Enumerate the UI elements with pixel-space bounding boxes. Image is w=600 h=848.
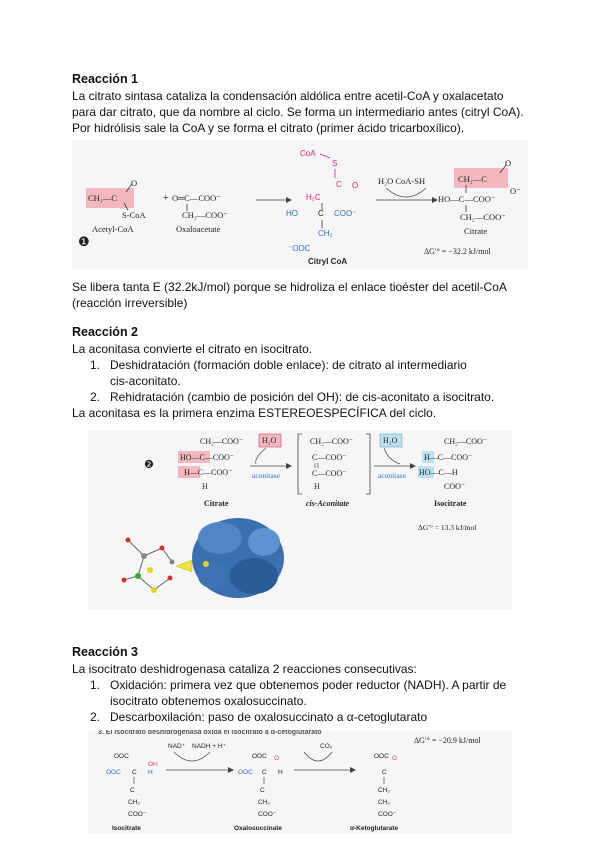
- akg-ooc: OOC: [374, 753, 389, 760]
- citrate-mid: HO—C—COO⁻: [438, 194, 496, 204]
- cis-m4: H: [314, 482, 320, 491]
- arrow-2-curve: [304, 752, 332, 761]
- citryl-ooc: ⁻OOC: [288, 244, 311, 253]
- oxs-ooc: OOC: [252, 753, 267, 760]
- item-number: 1.: [90, 358, 101, 372]
- item-text: Descarboxilación: paso de oxalosuccinato a α-cetoglutarato: [110, 710, 428, 724]
- cit-l2: HO—C—COO⁻: [180, 453, 235, 462]
- acetyl-top: CH₃—C: [88, 193, 117, 203]
- iso-label: Isocitrate: [434, 499, 467, 508]
- cit-l1: CH₂—COO⁻: [200, 437, 244, 446]
- reaction-3-heading: Reacción 3: [72, 645, 139, 659]
- aconitase-protein-model: [192, 518, 284, 598]
- item-number: 1.: [90, 678, 101, 692]
- item-text-continued: cis-aconitato.: [110, 374, 181, 389]
- cis-m2: C—COO⁻: [312, 453, 347, 462]
- cit-l3: H—C—COO⁻: [184, 468, 233, 477]
- acetyl-o: O: [131, 178, 138, 188]
- akg-c: C: [382, 769, 387, 776]
- citryl-o: O: [352, 181, 359, 190]
- reaction-3-figure: [88, 730, 512, 834]
- iso-r1: CH₂—COO⁻: [444, 437, 488, 446]
- reaction-3-dg: ΔG′° = −20.9 kJ/mol: [414, 736, 481, 745]
- reaction-3-item-1: [90, 677, 520, 709]
- iso-r3: HO—C—H: [419, 468, 458, 477]
- cit-l4: H: [202, 482, 208, 491]
- iso-ch2: CH₂: [128, 799, 140, 806]
- h2o-out: H₂O: [262, 436, 277, 445]
- pointer-arrow: [176, 560, 192, 572]
- iso-c2: C: [130, 787, 135, 794]
- reaction-1-dg: ΔG′° = −32.2 kJ/mol: [424, 247, 491, 256]
- item-text: Oxidación: primera vez que obtenemos poder reductor (NADH). A partir de: [110, 678, 507, 692]
- reaction-3-item-2: [90, 709, 520, 725]
- reaction-2-item-1: [90, 357, 520, 389]
- cis-m1: CH₂—COO⁻: [310, 437, 354, 446]
- iso-label: Isocitrate: [112, 825, 141, 832]
- iso-c: C: [132, 769, 137, 776]
- reaction-3-intro: La isocitrato deshidrogenasa cataliza 2 reacciones consecutivas:: [72, 662, 417, 676]
- oxs-ch2: CH₂: [258, 799, 270, 806]
- item-number: 2.: [90, 390, 101, 404]
- plus-sign: +: [163, 193, 169, 204]
- akg-label: α-Ketoglutarate: [350, 825, 399, 832]
- reaction-2-figure: [88, 430, 512, 610]
- arrow-1-curve: [256, 448, 266, 464]
- enzyme-1: aconitase: [252, 471, 280, 480]
- acetylcoa-label: Acetyl-CoA: [92, 224, 134, 234]
- citryl-coa-bond: [320, 154, 330, 158]
- arrow-2-curve: [384, 448, 400, 464]
- nad: NAD⁺: [168, 743, 186, 750]
- iso-coo: COO⁻: [128, 811, 147, 818]
- arrow-1-curve: [174, 752, 210, 761]
- akg-ch2-2: CH₂: [378, 799, 390, 806]
- reaction-1-note: Se libera tanta E (32.2kJ/mol) porque se hidroliza el enlace tioéster del acetil-CoA (reacción irreversible): [72, 280, 507, 311]
- citryl-label: Citryl CoA: [308, 257, 348, 266]
- h2o-in: H₂O: [383, 436, 398, 445]
- oxal-top: O═C—COO⁻: [172, 193, 221, 203]
- citryl-ho: HO: [286, 209, 298, 218]
- arrow-1-head: [286, 463, 292, 469]
- oxs-h: H: [278, 769, 283, 776]
- citrate-o-minus: O⁻: [510, 186, 521, 196]
- reaction-2-outro: La aconitasa es la primera enzima ESTEREOESPECÍFICA del ciclo.: [72, 406, 437, 420]
- oxs-o: O: [274, 755, 280, 762]
- cis-label: cis-Aconitate: [306, 499, 350, 508]
- akg-o: O: [392, 755, 398, 762]
- reaction-1-text: La citrato sintasa cataliza la condensación aldólica entre acetil-CoA y oxalacetato para dar citrato, que da nombre al ciclo. Se forma un intermediario antes (citryl CoA). Por hidrólisis sale la CoA y se forma el citrato (primer ácido tricarboxílico).: [72, 89, 524, 136]
- arrow-2-curve: [386, 188, 426, 197]
- oxs-coo: COO⁻: [258, 811, 277, 818]
- reaction-2-dg: ΔG′° = 13.3 kJ/mol: [418, 523, 477, 532]
- acetyl-scoa: S-CoA: [122, 210, 146, 220]
- oxs-c: C: [262, 769, 267, 776]
- citryl-coa-tag: CoA: [300, 149, 316, 158]
- nadh: NADH + H⁺: [192, 743, 226, 750]
- enzyme-2: aconitase: [378, 471, 406, 480]
- cut-off-title: 3. El isocitrato deshidrogenasa oxida el isocitrato a α-cetoglutarato: [98, 730, 322, 736]
- citrate-top: CH₂—C: [458, 174, 487, 184]
- cis-m3: C—COO⁻: [312, 469, 347, 478]
- iso-oh: OH: [148, 761, 158, 768]
- bracket-right: [366, 434, 370, 494]
- oxs-c2: C: [260, 787, 265, 794]
- arrow-2-text: H₂O CoA-SH: [378, 176, 426, 186]
- akg-coo: COO⁻: [378, 811, 397, 818]
- item-text: Deshidratación (formación doble enlace): de citrato al intermediario: [110, 358, 467, 372]
- reaction-1-heading: Reacción 1: [72, 72, 139, 86]
- iso-h: H: [148, 769, 153, 776]
- arrow-1-head: [286, 197, 292, 203]
- reaction-1-figure: [72, 140, 528, 270]
- citryl-c: C: [336, 180, 342, 189]
- step-marker-1: ❶: [78, 234, 90, 249]
- citryl-center-c: C: [318, 209, 324, 218]
- reaction-2-heading: Reacción 2: [72, 325, 139, 339]
- item-text: Rehidratación (cambio de posición del OH): de cis-aconitato a isocitrato.: [110, 390, 495, 404]
- step-marker-2: ❷: [144, 459, 154, 471]
- reaction-2-intro: La aconitasa convierte el citrato en isocitrato.: [72, 342, 313, 356]
- arrow-2-head: [410, 463, 416, 469]
- arrow-1-head: [228, 767, 234, 773]
- iso-r4: COO⁻: [444, 482, 466, 491]
- citrate-o-top: O: [505, 158, 512, 168]
- reaction-2-item-2: [90, 389, 520, 405]
- active-site-model: [122, 538, 175, 594]
- iso-coo-left: OOC: [106, 769, 121, 776]
- bracket-left: [298, 434, 302, 494]
- oxs-label: Oxalosuccinate: [234, 825, 283, 832]
- iso-r2: H—C—COO⁻: [424, 453, 473, 462]
- iso-ooc: OOC: [114, 753, 129, 760]
- oxal-bottom: CH₂—COO⁻: [182, 210, 228, 220]
- oxal-label: Oxaloacetate: [176, 224, 221, 234]
- item-number: 2.: [90, 710, 101, 724]
- akg-ch2-1: CH₂: [378, 787, 390, 794]
- item-text-continued: isocitrato obtenemos oxalosuccinato.: [110, 694, 307, 709]
- citryl-coo: COO⁻: [334, 209, 357, 218]
- cit-label: Citrate: [204, 499, 229, 508]
- oxs-coo-left: OOC: [238, 769, 253, 776]
- citryl-ch2: CH₂: [318, 229, 333, 238]
- co2: CO₂: [320, 743, 333, 750]
- citrate-label: Citrate: [464, 226, 488, 236]
- citrate-bottom: CH₂—COO⁻: [460, 212, 506, 222]
- citryl-s: S: [332, 159, 338, 168]
- citryl-h2c: H₂C: [306, 193, 321, 202]
- arrow-2-head: [350, 767, 356, 773]
